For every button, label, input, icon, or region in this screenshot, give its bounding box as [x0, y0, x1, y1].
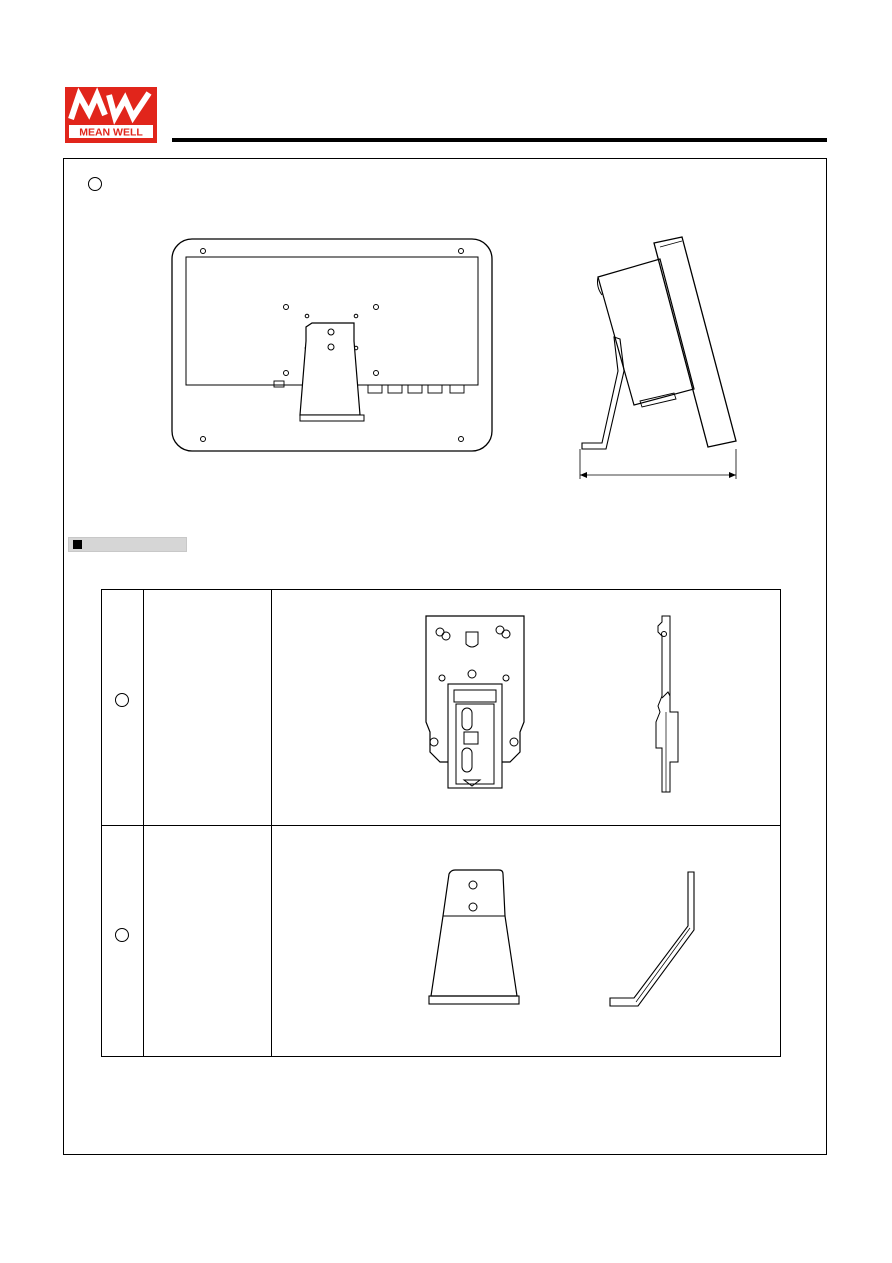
unit-back-view-drawing	[170, 237, 496, 455]
mean-well-logo	[65, 87, 157, 143]
table-row-divider	[102, 825, 780, 826]
accessory-2-marker	[115, 928, 129, 942]
din-rail-bracket-side-drawing	[648, 612, 688, 796]
stand-bracket-side-drawing	[608, 870, 700, 1010]
header-rule	[172, 138, 827, 142]
table-column-divider	[271, 590, 272, 1056]
accessory-1-marker	[115, 693, 129, 707]
section-heading-bar	[68, 537, 187, 552]
figure-1-marker	[88, 177, 102, 191]
section-bullet-icon	[73, 540, 82, 549]
unit-side-view-drawing	[578, 235, 740, 481]
din-rail-bracket-front-drawing	[420, 612, 530, 818]
table-column-divider	[143, 590, 144, 1056]
svg-text:MEAN WELL: MEAN WELL	[79, 126, 143, 139]
stand-bracket-front-drawing	[425, 868, 525, 1010]
